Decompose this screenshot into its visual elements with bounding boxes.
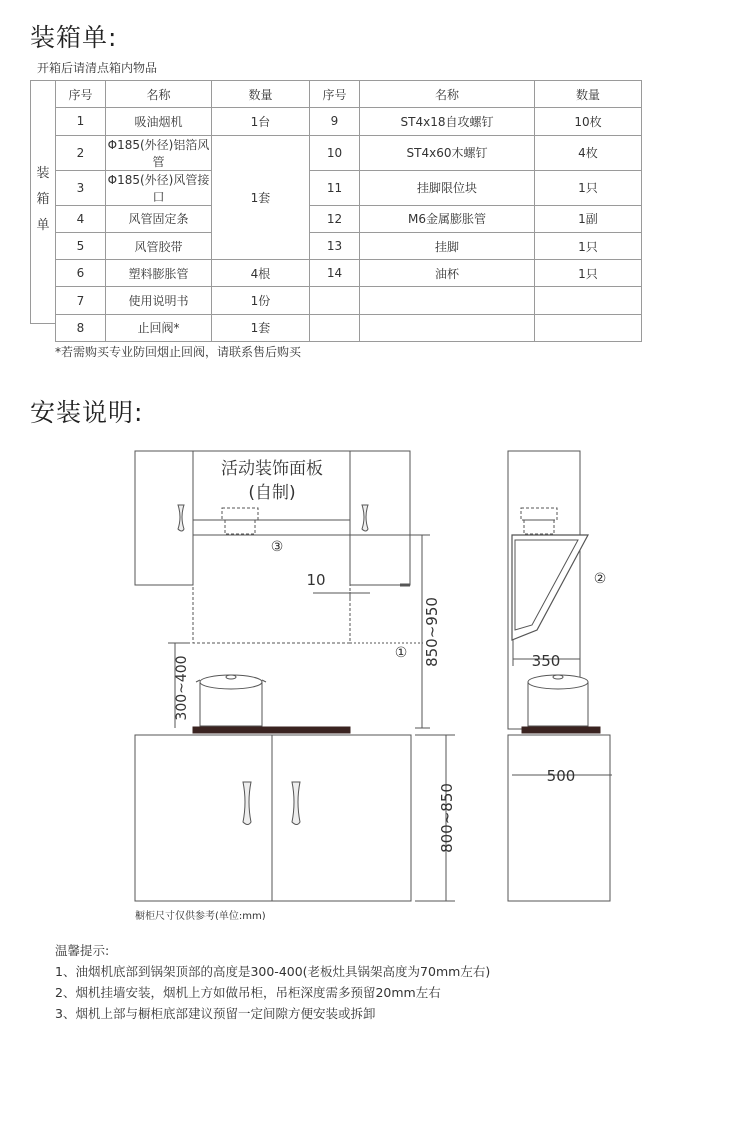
dim-10: 10 <box>306 571 326 589</box>
item-name: 使用说明书 <box>106 287 212 314</box>
item-quantity: 1份 <box>212 287 310 314</box>
item-name: ST4x60木螺钉 <box>360 135 535 170</box>
table-row <box>56 108 642 135</box>
dim-350: 350 <box>531 652 561 670</box>
install-diagram <box>0 440 750 920</box>
item-number <box>310 314 360 341</box>
dim-500: 500 <box>546 767 576 785</box>
item-name: 挂脚 <box>360 232 535 259</box>
table-row <box>56 287 642 314</box>
packing-table <box>55 80 642 342</box>
item-number: 13 <box>310 232 360 259</box>
callout-3: ③ <box>270 539 284 555</box>
item-quantity: 1只 <box>535 232 642 259</box>
item-quantity: 10枚 <box>535 108 642 135</box>
item-number: 7 <box>56 287 106 314</box>
item-number: 8 <box>56 314 106 341</box>
install-title: 安装说明: <box>30 398 144 427</box>
item-number: 12 <box>310 205 360 232</box>
table-row <box>56 170 642 205</box>
callout-1: ① <box>394 645 408 661</box>
item-number: 11 <box>310 170 360 205</box>
item-number <box>310 287 360 314</box>
panel-label: 活动装饰面板 <box>221 459 323 479</box>
packing-footnote: *若需购买专业防回烟止回阀，请联系售后购买 <box>55 345 302 359</box>
side-label-char: 单 <box>36 218 50 233</box>
tip-line: 3、烟机上部与橱柜底部建议预留一定间隙方便安装或拆卸 <box>55 1006 376 1021</box>
diagram-caption: 橱柜尺寸仅供参考(单位:mm) <box>135 911 266 920</box>
side-label-char: 箱 <box>36 192 50 207</box>
item-number: 1 <box>56 108 106 135</box>
packing-side-label-box <box>30 80 55 324</box>
panel-sub-label: (自制) <box>248 483 296 503</box>
tip-line: 2、烟机挂墙安装，烟机上方如做吊柜，吊柜深度需多预留20mm左右 <box>55 985 441 1000</box>
item-number: 9 <box>310 108 360 135</box>
item-number: 10 <box>310 135 360 170</box>
item-name: 吸油烟机 <box>106 108 212 135</box>
item-number: 14 <box>310 260 360 287</box>
item-quantity <box>535 314 642 341</box>
item-number: 2 <box>56 135 106 170</box>
column-header: 名称 <box>360 81 535 108</box>
column-header: 数量 <box>212 81 310 108</box>
tip-line: 1、油烟机底部到锅架顶部的高度是300-400(老板灶具锅架高度为70mm左右) <box>55 964 491 979</box>
dim-300-400: 300~400 <box>174 655 190 721</box>
item-name: 挂脚限位块 <box>360 170 535 205</box>
item-number: 4 <box>56 205 106 232</box>
item-name <box>360 287 535 314</box>
item-name: Φ185(外径)铝箔风管 <box>106 135 212 170</box>
item-name: 风管固定条 <box>106 205 212 232</box>
item-name: 止回阀* <box>106 314 212 341</box>
item-name: ST4x18自攻螺钉 <box>360 108 535 135</box>
item-quantity: 4枚 <box>535 135 642 170</box>
item-quantity: 1套 <box>212 314 310 341</box>
callout-2: ② <box>593 571 607 587</box>
packing-subtitle: 开箱后请清点箱内物品 <box>37 61 158 75</box>
column-header: 名称 <box>106 81 212 108</box>
dim-850-950: 850~950 <box>423 597 441 667</box>
column-header: 序号 <box>56 81 106 108</box>
table-row <box>56 135 642 170</box>
table-header-row <box>56 81 642 108</box>
tips <box>55 940 490 1024</box>
side-label-char: 装 <box>36 166 50 181</box>
item-number: 5 <box>56 232 106 259</box>
item-quantity: 1副 <box>535 205 642 232</box>
item-quantity <box>535 287 642 314</box>
item-quantity: 1台 <box>212 108 310 135</box>
column-header: 数量 <box>535 81 642 108</box>
item-quantity: 1只 <box>535 170 642 205</box>
table-row <box>56 314 642 341</box>
item-name: Φ185(外径)风管接口 <box>106 170 212 205</box>
item-quantity: 1套 <box>212 135 310 260</box>
item-quantity: 1只 <box>535 260 642 287</box>
item-number: 6 <box>56 260 106 287</box>
tips-title: 温馨提示: <box>55 943 110 958</box>
item-name <box>360 314 535 341</box>
table-row <box>56 232 642 259</box>
item-name: 风管胶带 <box>106 232 212 259</box>
item-quantity: 4根 <box>212 260 310 287</box>
dim-800-850: 800~850 <box>438 783 456 853</box>
item-name: 油杯 <box>360 260 535 287</box>
packing-title: 装箱单: <box>30 23 118 52</box>
item-name: M6金属膨胀管 <box>360 205 535 232</box>
item-name: 塑料膨胀管 <box>106 260 212 287</box>
table-row <box>56 205 642 232</box>
table-row <box>56 260 642 287</box>
item-number: 3 <box>56 170 106 205</box>
column-header: 序号 <box>310 81 360 108</box>
